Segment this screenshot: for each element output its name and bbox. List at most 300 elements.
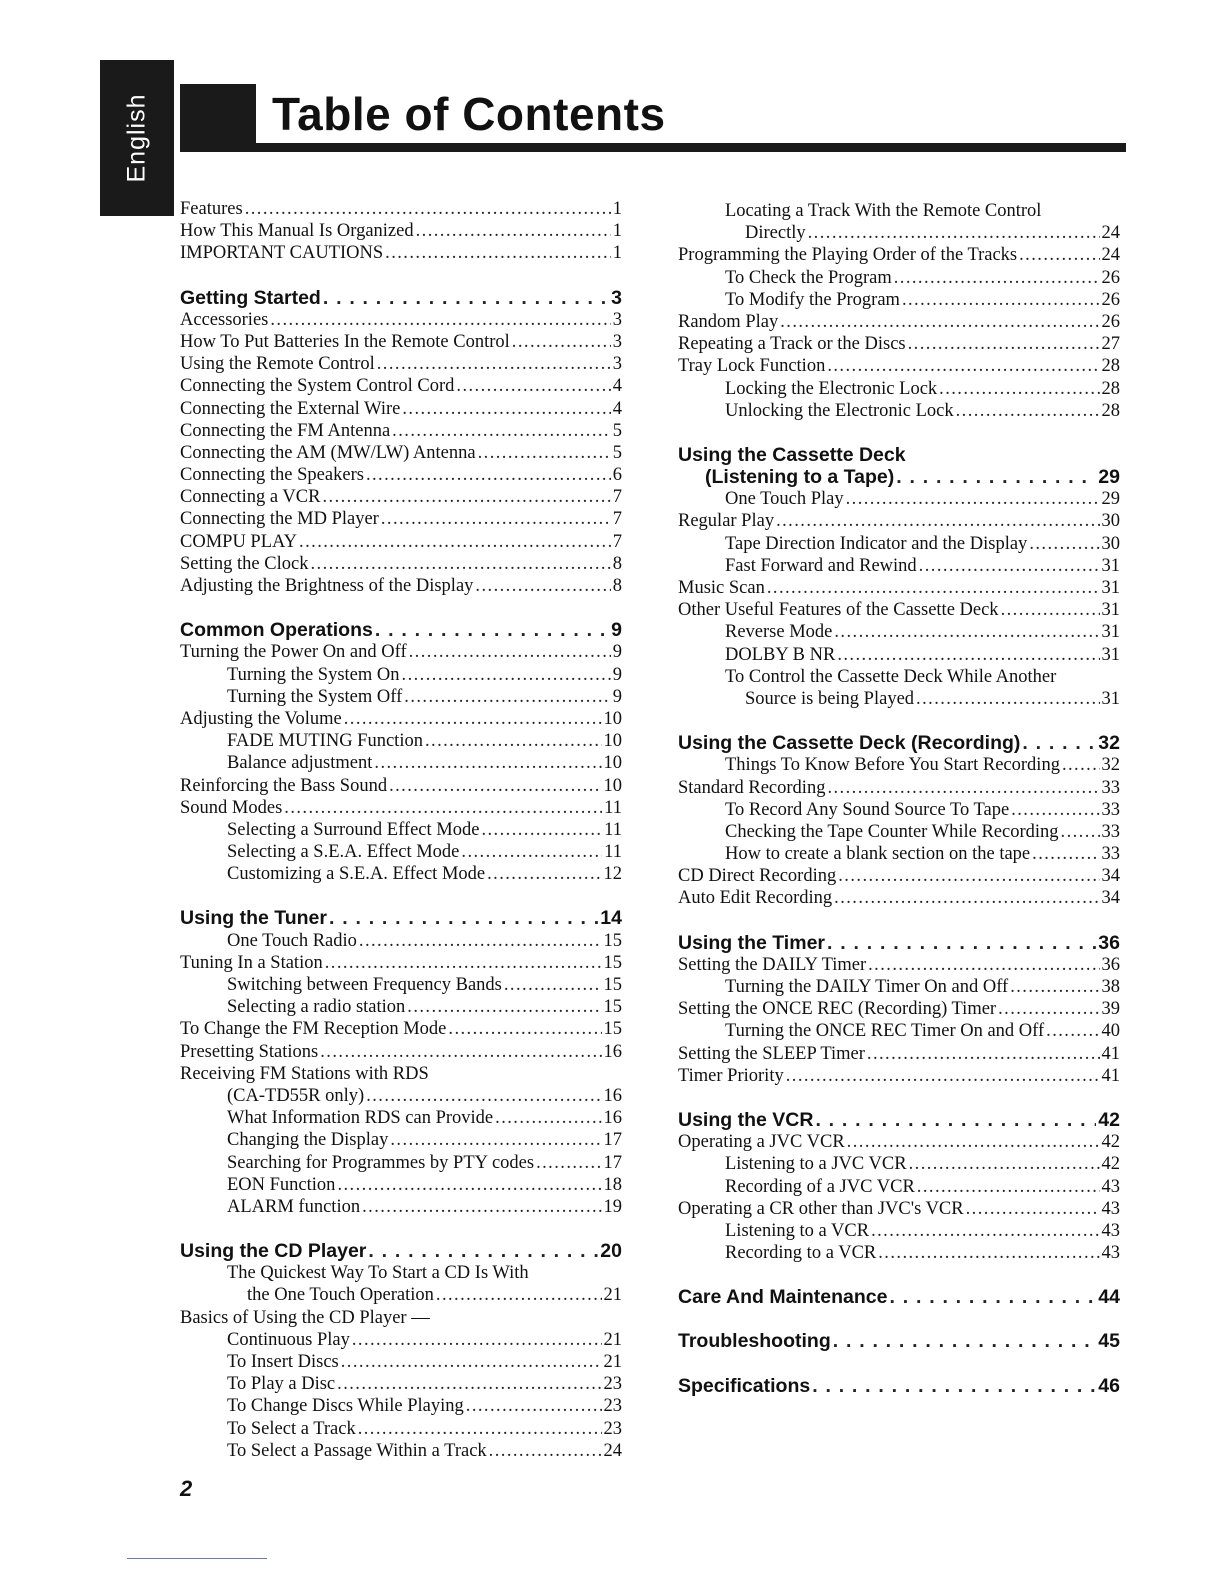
- toc-page-number: 43: [1101, 1243, 1120, 1264]
- toc-page-number: 18: [603, 1174, 622, 1195]
- toc-page-number: 4: [612, 398, 622, 419]
- toc-leader-dots: [385, 242, 611, 264]
- toc-entry: [180, 1041, 622, 1063]
- toc-page-number: 16: [603, 1108, 622, 1129]
- toc-entry-title: Turning the DAILY Timer On and Off: [725, 977, 1009, 997]
- toc-page-number: 34: [1101, 888, 1120, 909]
- toc-entry: [180, 797, 622, 819]
- toc-page-number: 33: [1101, 844, 1120, 865]
- toc-leader-dots: [344, 708, 602, 730]
- toc-page-number: 6: [612, 465, 622, 486]
- toc-section-heading: [678, 1330, 1120, 1352]
- toc-leader-dots: [495, 1107, 601, 1129]
- toc-entry-title: DOLBY B NR: [725, 644, 836, 665]
- toc-entry: [180, 1395, 622, 1417]
- toc-leader-dots: [329, 907, 598, 929]
- toc-entry-title: Adjusting the Brightness of the Display: [180, 576, 474, 596]
- toc-entry: [180, 1284, 622, 1306]
- toc-page-number: 31: [1101, 578, 1120, 598]
- toc-page-number: 9: [612, 642, 622, 663]
- toc-entry: [180, 1329, 622, 1351]
- toc-entry: [180, 442, 622, 464]
- toc-section-heading: [180, 907, 622, 929]
- toc-leader-dots: [504, 974, 602, 996]
- toc-entry: [180, 1129, 622, 1151]
- toc-entry: [180, 375, 622, 397]
- toc-entry: [180, 1018, 622, 1040]
- toc-leader-dots: [389, 775, 601, 797]
- toc-leader-dots: [780, 311, 1099, 333]
- toc-page-number: 21: [603, 1329, 622, 1350]
- toc-entry: [678, 1242, 1120, 1264]
- toc-entry: [180, 309, 622, 331]
- toc-page-number: 41: [1101, 1065, 1120, 1086]
- toc-entry: [678, 821, 1120, 843]
- toc-entry: [678, 621, 1120, 643]
- toc-entry: [678, 644, 1120, 666]
- toc-entry: [180, 553, 622, 575]
- toc-entry-title: Locating a Track With the Remote Control: [725, 201, 1042, 221]
- toc-leader-dots: [362, 1196, 601, 1218]
- toc-entry: [180, 730, 622, 752]
- toc-entry-title: Locking the Electronic Lock: [725, 378, 938, 399]
- toc-entry-title: Using the Tuner: [180, 907, 327, 930]
- toc-entry: [678, 200, 1120, 222]
- toc-leader-dots: [366, 464, 611, 486]
- toc-page-number: 41: [1101, 1043, 1120, 1064]
- toc-page-number: 26: [1101, 311, 1120, 332]
- toc-entry: [180, 420, 622, 442]
- toc-page-number: 21: [603, 1285, 622, 1306]
- toc-entry-title: To Select a Passage Within a Track: [227, 1440, 487, 1461]
- toc-entry-title: Things To Know Before You Start Recording: [725, 755, 1060, 776]
- toc-entry-title: FADE MUTING Function: [227, 731, 423, 752]
- toc-leader-dots: [1046, 1020, 1099, 1042]
- toc-entry: [678, 1020, 1120, 1042]
- toc-page-number: 28: [1101, 378, 1120, 399]
- toc-entry: [678, 799, 1120, 821]
- toc-page-number: 24: [603, 1440, 622, 1461]
- toc-section-gap: [180, 1218, 622, 1240]
- toc-page-number: 40: [1101, 1021, 1120, 1042]
- toc-entry-title: Presetting Stations: [180, 1041, 319, 1062]
- toc-entry-title: Turning the Power On and Off: [180, 642, 407, 663]
- toc-entry: [678, 1220, 1120, 1242]
- toc-entry-title: Reinforcing the Bass Sound: [180, 775, 388, 796]
- toc-entry: [180, 708, 622, 730]
- toc-entry-title: Auto Edit Recording: [678, 888, 833, 909]
- toc-page-number: 1: [612, 199, 622, 219]
- toc-entry-title: Checking the Tape Counter While Recording: [725, 821, 1059, 842]
- toc-entry-title: Setting the Clock: [180, 553, 309, 574]
- toc-leader-dots: [481, 819, 602, 841]
- toc-leader-dots: [284, 797, 602, 819]
- toc-page-number: 17: [603, 1152, 622, 1173]
- toc-page-number: 31: [1101, 644, 1120, 665]
- toc-entry-title: Setting the DAILY Timer: [678, 954, 867, 975]
- toc-leader-dots: [352, 1329, 602, 1351]
- toc-leader-dots: [337, 1174, 601, 1196]
- toc-entry: [678, 222, 1120, 244]
- toc-leader-dots: [320, 1041, 601, 1063]
- toc-leader-dots: [456, 375, 610, 397]
- toc-leader-dots: [436, 1284, 602, 1306]
- toc-page-number: 43: [1101, 1176, 1120, 1197]
- toc-entry: [678, 954, 1120, 976]
- toc-page-number: 20: [600, 1240, 622, 1263]
- toc-leader-dots: [368, 1240, 598, 1262]
- toc-page-number: 7: [612, 531, 622, 552]
- toc-leader-dots: [827, 777, 1099, 799]
- toc-entry: [678, 865, 1120, 887]
- toc-entry-title: Connecting the FM Antenna: [180, 420, 391, 441]
- toc-entry-title: Turning the ONCE REC Timer On and Off: [725, 1021, 1045, 1042]
- toc-entry-title: Fast Forward and Rewind: [725, 555, 917, 576]
- toc-entry-title: Changing the Display: [227, 1130, 389, 1151]
- toc-entry-title: Other Useful Features of the Cassette Deck: [678, 600, 999, 621]
- toc-entry-title: Timer Priority: [678, 1065, 784, 1086]
- toc-entry: [180, 641, 622, 663]
- toc-entry: [678, 289, 1120, 311]
- toc-entry: [678, 555, 1120, 577]
- toc-page-number: 33: [1101, 821, 1120, 842]
- toc-page-number: 4: [612, 376, 622, 397]
- toc-entry-title: Selecting a Surround Effect Mode: [227, 819, 480, 840]
- toc-leader-dots: [358, 1418, 602, 1440]
- toc-entry: [678, 267, 1120, 289]
- toc-entry-title: Troubleshooting: [678, 1330, 831, 1353]
- toc-leader-dots: [834, 621, 1099, 643]
- toc-leader-dots: [1032, 843, 1099, 865]
- toc-entry: [678, 666, 1120, 688]
- toc-entry: [180, 508, 622, 530]
- toc-entry-title: The Quickest Way To Start a CD Is With: [227, 1263, 529, 1284]
- toc-entry: [180, 775, 622, 797]
- toc-section-gap: [678, 710, 1120, 732]
- toc-entry: [180, 841, 622, 863]
- toc-entry: [180, 974, 622, 996]
- toc-entry: [678, 1131, 1120, 1153]
- toc-section-gap: [678, 1264, 1120, 1286]
- toc-entry-title: (Listening to a Tape): [705, 466, 895, 489]
- toc-entry-title: One Touch Radio: [227, 930, 357, 951]
- toc-entry: [180, 1418, 622, 1440]
- toc-leader-dots: [299, 531, 611, 553]
- toc-leader-dots: [478, 442, 611, 464]
- toc-entry: [180, 486, 622, 508]
- toc-page-number: 36: [1098, 931, 1120, 954]
- toc-leader-dots: [1062, 754, 1100, 776]
- toc-leader-dots: [786, 1065, 1100, 1087]
- toc-leader-dots: [847, 1131, 1100, 1153]
- toc-page-number: 34: [1101, 866, 1120, 887]
- toc-entry-title: Programming the Playing Order of the Tracks: [678, 245, 1018, 266]
- toc-page-number: 3: [612, 354, 622, 375]
- toc-page-number: 10: [603, 775, 622, 796]
- toc-entry: [180, 1307, 622, 1329]
- toc-entry-title: To Modify the Program: [725, 289, 900, 310]
- toc-entry-title: Reverse Mode: [725, 622, 833, 643]
- toc-entry: [180, 1351, 622, 1373]
- toc-leader-dots: [834, 887, 1099, 909]
- toc-page-number: 31: [1101, 688, 1120, 709]
- toc-page-number: 16: [603, 1085, 622, 1106]
- toc-leader-dots: [322, 486, 610, 508]
- toc-entry: [678, 311, 1120, 333]
- toc-entry-title: Repeating a Track or the Discs: [678, 334, 906, 355]
- toc-section-gap: [180, 597, 622, 619]
- toc-page-number: 31: [1101, 555, 1120, 576]
- title-marker-block: [180, 84, 256, 144]
- toc-page-number: 9: [612, 686, 622, 707]
- toc-page-number: 15: [603, 930, 622, 951]
- toc-entry: [180, 752, 622, 774]
- toc-leader-dots: [867, 1043, 1100, 1065]
- toc-entry-title: To Change Discs While Playing: [227, 1396, 464, 1417]
- toc-leader-dots: [1001, 599, 1100, 621]
- toc-leader-dots: [846, 488, 1100, 510]
- toc-entry-title: Accessories: [180, 309, 269, 330]
- toc-entry: [180, 1174, 622, 1196]
- toc-entry-title: Basics of Using the CD Player —: [180, 1307, 430, 1328]
- toc-entry-title: Standard Recording: [678, 777, 826, 798]
- toc-leader-dots: [381, 508, 611, 530]
- toc-entry: [180, 952, 622, 974]
- toc-leader-dots: [919, 555, 1100, 577]
- toc-leader-dots: [466, 1395, 602, 1417]
- toc-entry-title: Using the Cassette Deck: [678, 443, 906, 466]
- toc-page-number: 42: [1098, 1108, 1120, 1131]
- toc-leader-dots: [487, 863, 601, 885]
- toc-leader-dots: [416, 220, 611, 242]
- toc-page-number: 12: [603, 864, 622, 885]
- toc-entry-title: Continuous Play: [227, 1329, 350, 1350]
- toc-entry: [678, 688, 1120, 710]
- toc-entry: [180, 575, 622, 597]
- toc-entry-title: To Insert Discs: [227, 1352, 339, 1372]
- toc-entry: [180, 1373, 622, 1395]
- toc-section-gap: [678, 1087, 1120, 1109]
- toc-page-number: 29: [1098, 466, 1120, 489]
- toc-page-number: 45: [1098, 1330, 1120, 1353]
- toc-page-number: 7: [612, 509, 622, 530]
- toc-section-gap: [678, 1353, 1120, 1375]
- toc-page-number: 26: [1101, 289, 1120, 310]
- toc-entry-title: Connecting the Speakers: [180, 465, 364, 486]
- toc-leader-dots: [1022, 732, 1096, 754]
- toc-page-number: 42: [1101, 1154, 1120, 1175]
- toc-entry-title: Listening to a JVC VCR: [725, 1154, 907, 1175]
- toc-section-gap: [678, 910, 1120, 932]
- toc-entry: [678, 488, 1120, 510]
- toc-section-gap: [678, 422, 1120, 444]
- toc-entry: [678, 400, 1120, 422]
- toc-leader-dots: [902, 289, 1100, 311]
- toc-page-number: 46: [1098, 1374, 1120, 1397]
- toc-page-number: 15: [603, 997, 622, 1018]
- toc-leader-dots: [1011, 799, 1099, 821]
- toc-section-heading: [678, 1375, 1120, 1397]
- toc-page-number: 17: [603, 1130, 622, 1151]
- toc-entry-title: Turning the System On: [227, 664, 400, 685]
- toc-entry: [678, 333, 1120, 355]
- toc-entry-title: Setting the ONCE REC (Recording) Timer: [678, 999, 997, 1020]
- toc-entry-title: Connecting the System Control Cord: [180, 376, 455, 397]
- toc-leader-dots: [475, 575, 610, 597]
- toc-page-number: 8: [612, 576, 622, 596]
- toc-section-heading: [678, 1109, 1120, 1131]
- toc-page-number: 39: [1101, 999, 1120, 1020]
- toc-page-number: 14: [600, 907, 622, 930]
- toc-entry: [180, 996, 622, 1018]
- toc-entry-title: Selecting a radio station: [227, 997, 406, 1018]
- toc-entry-title: One Touch Play: [725, 489, 844, 510]
- toc-entry: [678, 244, 1120, 266]
- toc-entry-title: Searching for Programmes by PTY codes: [227, 1152, 535, 1173]
- toc-leader-dots: [916, 688, 1099, 710]
- toc-entry-title: Turning the System Off: [227, 686, 403, 707]
- toc-section-heading: [180, 619, 622, 641]
- toc-entry: [180, 331, 622, 353]
- toc-page-number: 30: [1101, 511, 1120, 532]
- toc-leader-dots: [323, 287, 609, 309]
- toc-entry: [180, 531, 622, 553]
- toc-entry-title: How This Manual Is Organized: [180, 221, 414, 242]
- toc-page-number: 10: [603, 708, 622, 729]
- toc-entry-title: Getting Started: [180, 286, 321, 309]
- toc-entry: [678, 355, 1120, 377]
- toc-leader-dots: [402, 398, 610, 420]
- toc-leader-dots: [838, 865, 1099, 887]
- toc-entry-title: How to create a blank section on the tape: [725, 844, 1031, 865]
- toc-entry: [180, 1152, 622, 1174]
- toc-entry: [180, 353, 622, 375]
- toc-page-number: 21: [603, 1352, 622, 1372]
- toc-leader-dots: [377, 353, 611, 375]
- toc-leader-dots: [896, 466, 1096, 488]
- toc-entry: [678, 976, 1120, 998]
- toc-entry-title: Operating a CR other than JVC's VCR: [678, 1198, 964, 1219]
- toc-entry-title: What Information RDS can Provide: [227, 1108, 494, 1129]
- toc-entry: [180, 930, 622, 952]
- toc-leader-dots: [359, 930, 602, 952]
- toc-page-number: 24: [1101, 245, 1120, 266]
- toc-page-number: 32: [1098, 732, 1120, 755]
- toc-leader-dots: [390, 1129, 601, 1151]
- toc-section-heading: [678, 466, 1120, 488]
- toc-entry-title: Source is being Played: [745, 688, 915, 709]
- toc-leader-dots: [833, 1330, 1097, 1352]
- toc-entry-title: Balance adjustment: [227, 753, 373, 774]
- toc-page-number: 15: [603, 1019, 622, 1040]
- toc-leader-dots: [939, 378, 1099, 400]
- toc-entry-title: COMPU PLAY: [180, 531, 298, 552]
- toc-entry-title: Tray Lock Function: [678, 356, 826, 377]
- toc-leader-dots: [956, 400, 1100, 422]
- toc-entry-title: Sound Modes: [180, 797, 283, 818]
- toc-leader-dots: [536, 1152, 601, 1174]
- toc-leader-dots: [407, 996, 601, 1018]
- toc-leader-dots: [310, 553, 610, 575]
- toc-leader-dots: [409, 641, 611, 663]
- toc-entry: [678, 777, 1120, 799]
- toc-entry: [678, 1153, 1120, 1175]
- toc-entry-title: ALARM function: [227, 1196, 361, 1217]
- toc-section-heading: [678, 444, 1120, 466]
- toc-entry-title: Recording of a JVC VCR: [725, 1176, 915, 1197]
- toc-page-number: 15: [603, 952, 622, 973]
- toc-page-number: 11: [604, 797, 622, 818]
- toc-leader-dots: [808, 222, 1100, 244]
- toc-entry-title: Using the Cassette Deck (Recording): [678, 732, 1021, 755]
- toc-entry-title: How To Put Batteries In the Remote Control: [180, 331, 510, 352]
- toc-entry: [678, 1198, 1120, 1220]
- toc-section-gap: [678, 1308, 1120, 1330]
- toc-page-number: 1: [612, 243, 622, 264]
- toc-section-gap: [180, 265, 622, 287]
- toc-entry: [678, 510, 1120, 532]
- toc-entry-title: To Play a Disc: [227, 1374, 336, 1395]
- footer-rule: [127, 1558, 267, 1559]
- toc-entry-title: Connecting the External Wire: [180, 398, 401, 419]
- toc-page-number: 11: [604, 842, 622, 863]
- toc-page-number: 38: [1101, 977, 1120, 997]
- toc-entry: [180, 398, 622, 420]
- toc-entry: [678, 599, 1120, 621]
- toc-entry-title: To Check the Program: [725, 267, 892, 288]
- toc-entry-title: Common Operations: [180, 619, 373, 642]
- toc-entry: [678, 754, 1120, 776]
- toc-entry: [678, 1176, 1120, 1198]
- toc-entry: [180, 1262, 622, 1284]
- toc-entry-title: Adjusting the Volume: [180, 708, 342, 729]
- page-title: Table of Contents: [272, 88, 666, 140]
- toc-leader-dots: [1010, 976, 1099, 998]
- toc-entry-title: Connecting the AM (MW/LW) Antenna: [180, 442, 476, 463]
- toc-right-column: [678, 200, 1120, 1397]
- toc-leader-dots: [827, 932, 1096, 954]
- toc-entry: [180, 242, 622, 264]
- toc-section-heading: [678, 932, 1120, 954]
- toc-section-heading: [678, 1286, 1120, 1308]
- toc-leader-dots: [890, 1286, 1097, 1308]
- toc-page-number: 28: [1101, 356, 1120, 377]
- toc-entry-title: Connecting the MD Player: [180, 509, 379, 530]
- toc-leader-dots: [812, 1375, 1096, 1397]
- toc-entry-title: Regular Play: [678, 511, 775, 532]
- toc-page-number: 43: [1101, 1220, 1120, 1241]
- toc-page-number: 23: [603, 1374, 622, 1395]
- toc-leader-dots: [245, 198, 611, 220]
- toc-entry: [180, 686, 622, 708]
- toc-entry-title: Connecting a VCR: [180, 487, 321, 508]
- toc-entry: [678, 887, 1120, 909]
- toc-section-heading: [180, 1240, 622, 1262]
- toc-entry-title: Unlocking the Electronic Lock: [725, 400, 954, 421]
- toc-page-number: 23: [603, 1418, 622, 1439]
- toc-entry-title: Directly: [745, 223, 806, 244]
- toc-entry-title: (CA-TD55R only): [227, 1085, 365, 1106]
- toc-entry: [678, 577, 1120, 599]
- toc-leader-dots: [776, 510, 1099, 532]
- toc-page-number: 9: [611, 619, 622, 642]
- toc-entry: [180, 863, 622, 885]
- toc-page-number: 5: [612, 442, 622, 463]
- toc-leader-dots: [909, 1153, 1100, 1175]
- toc-leader-dots: [871, 1220, 1099, 1242]
- toc-entry-title: Random Play: [678, 311, 779, 332]
- toc-leader-dots: [366, 1085, 601, 1107]
